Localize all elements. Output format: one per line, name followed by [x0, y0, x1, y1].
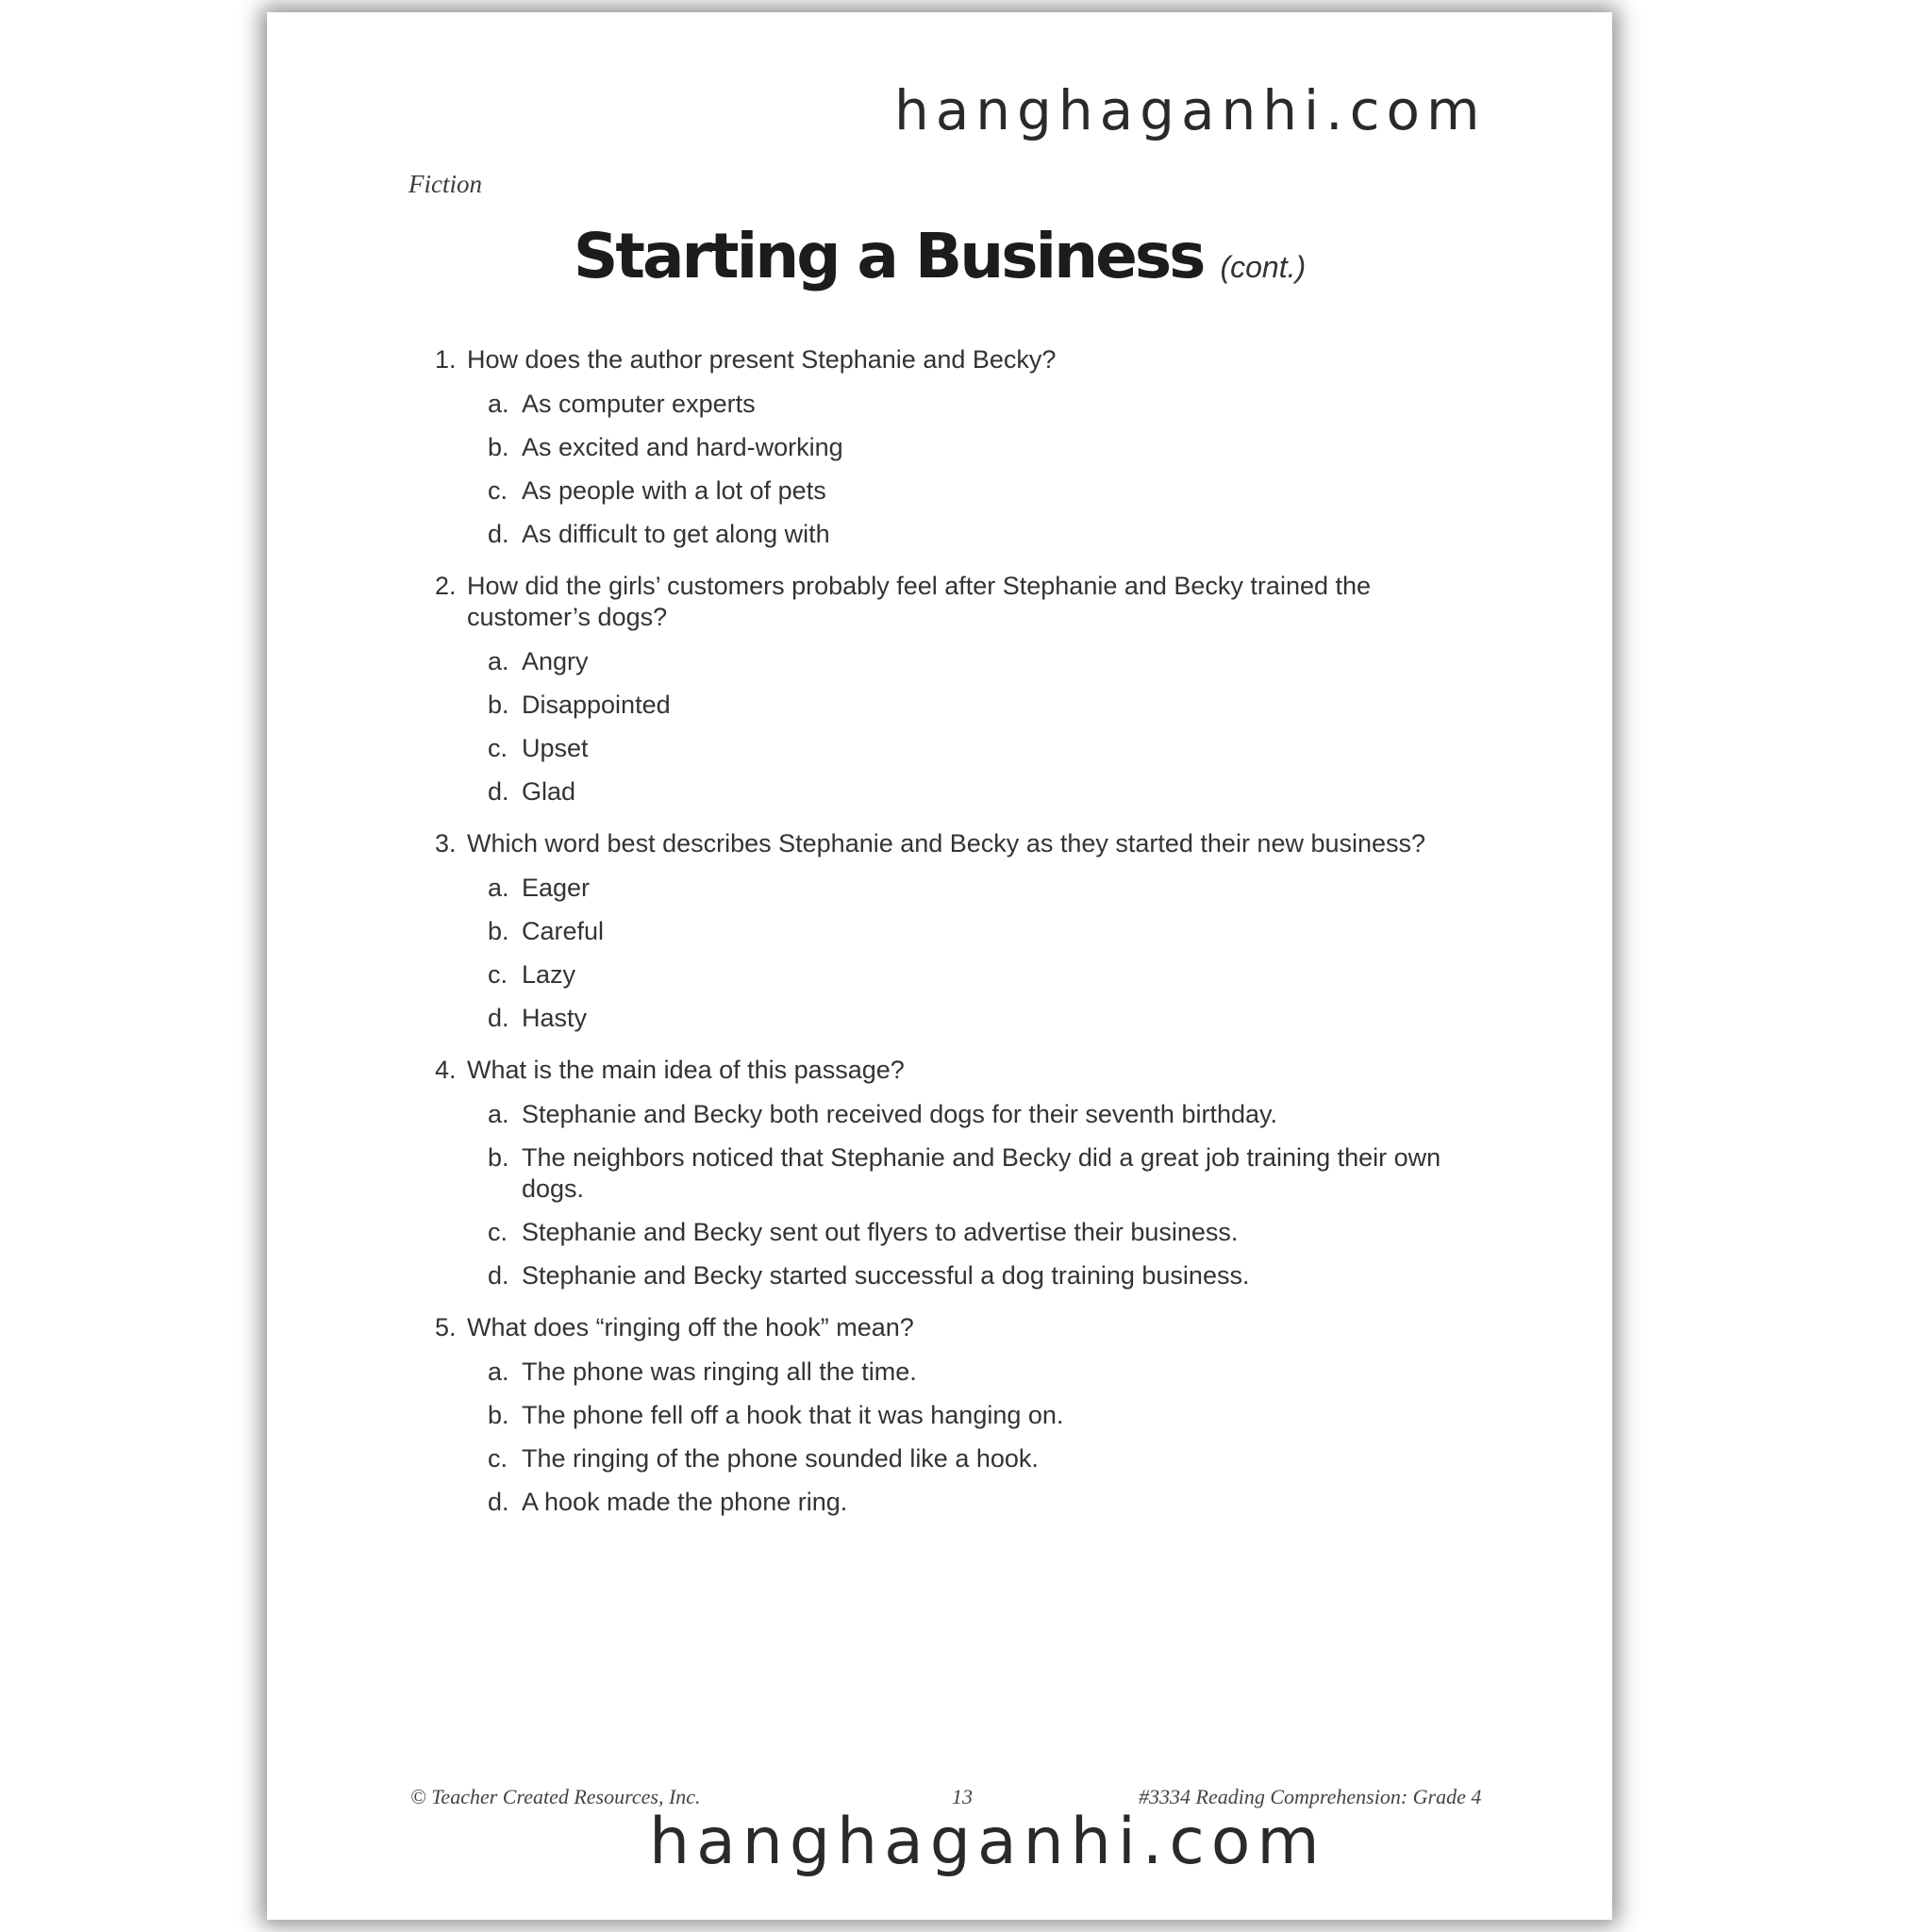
question-5	[435, 1312, 1501, 1518]
answer-choices	[435, 1357, 1501, 1518]
question-text: How did the girls’ customers probably feel after Stephanie and Becky trained the customer’s dogs?	[467, 572, 1372, 631]
answer-choice	[488, 389, 1501, 420]
answer-choice	[488, 1357, 1501, 1388]
question-1	[435, 344, 1501, 550]
worksheet-page	[267, 12, 1612, 1920]
answer-choice	[488, 1099, 1501, 1130]
choice-letter: b.	[488, 1143, 509, 1172]
choice-letter: d.	[488, 1488, 509, 1516]
section-label: Fiction	[408, 170, 482, 198]
answer-choice	[488, 1400, 1501, 1431]
answer-choice	[488, 690, 1501, 721]
choice-text: The ringing of the phone sounded like a hook.	[522, 1444, 1039, 1473]
question-prompt	[435, 344, 1501, 375]
answer-choice	[488, 1142, 1501, 1205]
question-text: What does “ringing off the hook” mean?	[467, 1313, 914, 1341]
question-prompt	[435, 571, 1501, 633]
answer-choice	[488, 873, 1501, 904]
choice-text: Disappointed	[522, 691, 671, 719]
page-title	[267, 220, 1612, 292]
choice-text: Glad	[522, 777, 576, 806]
choice-text: As excited and hard-working	[522, 433, 843, 461]
choice-text: Stephanie and Becky both received dogs for their seventh birthday.	[522, 1100, 1277, 1128]
question-text: What is the main idea of this passage?	[467, 1056, 905, 1084]
choice-text: As difficult to get along with	[522, 520, 830, 548]
choice-letter: b.	[488, 1401, 509, 1429]
answer-choice	[488, 1003, 1501, 1034]
choice-letter: a.	[488, 390, 509, 418]
choice-text: The phone fell off a hook that it was hanging on.	[522, 1401, 1064, 1429]
choice-letter: b.	[488, 691, 509, 719]
choice-letter: d.	[488, 777, 509, 806]
answer-choices	[435, 1099, 1501, 1291]
choice-letter: c.	[488, 476, 508, 505]
footer-book-title: #3334 Reading Comprehension: Grade 4	[1139, 1785, 1482, 1808]
choice-text: Careful	[522, 917, 605, 945]
choice-letter: d.	[488, 1004, 509, 1032]
footer-publisher: © Teacher Created Resources, Inc.	[410, 1785, 701, 1808]
choice-letter: a.	[488, 647, 509, 675]
choice-letter: d.	[488, 1261, 509, 1290]
question-prompt	[435, 1055, 1501, 1086]
choice-letter: a.	[488, 1357, 509, 1386]
choice-letter: b.	[488, 433, 509, 461]
answer-choice	[488, 475, 1501, 507]
answer-choice	[488, 959, 1501, 991]
question-3	[435, 828, 1501, 1034]
question-prompt	[435, 1312, 1501, 1343]
answer-choices	[435, 646, 1501, 808]
watermark-bottom: hanghaganhi.com	[649, 1805, 1326, 1879]
answer-choice	[488, 1443, 1501, 1474]
choice-text: Lazy	[522, 960, 576, 989]
choice-text: Eager	[522, 874, 591, 902]
choice-text: Stephanie and Becky sent out flyers to advertise their business.	[522, 1218, 1239, 1246]
question-text: How does the author present Stephanie and Becky?	[467, 345, 1057, 374]
answer-choice	[488, 776, 1501, 808]
choice-letter: c.	[488, 734, 508, 762]
answer-choice	[488, 1217, 1501, 1248]
choice-text: The phone was ringing all the time.	[522, 1357, 917, 1386]
question-number: 2.	[435, 572, 457, 600]
question-prompt	[435, 828, 1501, 859]
answer-choices	[435, 389, 1501, 550]
choice-letter: b.	[488, 917, 509, 945]
answer-choice	[488, 1487, 1501, 1518]
question-4	[435, 1055, 1501, 1291]
answer-choice	[488, 733, 1501, 764]
choice-letter: a.	[488, 874, 509, 902]
question-list	[435, 344, 1501, 1539]
question-number: 1.	[435, 345, 457, 374]
footer-page-number: 13	[952, 1785, 973, 1808]
choice-text: Hasty	[522, 1004, 588, 1032]
answer-choice	[488, 646, 1501, 677]
choice-text: Angry	[522, 647, 589, 675]
title-text: Starting a Business	[573, 220, 1204, 292]
choice-text: A hook made the phone ring.	[522, 1488, 848, 1516]
answer-choice	[488, 1260, 1501, 1291]
choice-letter: d.	[488, 520, 509, 548]
choice-letter: a.	[488, 1100, 509, 1128]
watermark-top: hanghaganhi.com	[894, 78, 1487, 142]
question-number: 4.	[435, 1056, 457, 1084]
choice-letter: c.	[488, 1218, 508, 1246]
question-text: Which word best describes Stephanie and Becky as they started their new business?	[467, 829, 1426, 858]
choice-text: As people with a lot of pets	[522, 476, 826, 505]
answer-choice	[488, 519, 1501, 550]
question-number: 3.	[435, 829, 457, 858]
choice-letter: c.	[488, 1444, 508, 1473]
choice-text: The neighbors noticed that Stephanie and Becky did a great job training their own dogs.	[522, 1143, 1441, 1203]
question-number: 5.	[435, 1313, 457, 1341]
choice-letter: c.	[488, 960, 508, 989]
answer-choice	[488, 432, 1501, 463]
answer-choices	[435, 873, 1501, 1034]
answer-choice	[488, 916, 1501, 947]
title-suffix: (cont.)	[1220, 250, 1307, 284]
choice-text: Upset	[522, 734, 589, 762]
choice-text: As computer experts	[522, 390, 756, 418]
choice-text: Stephanie and Becky started successful a dog training business.	[522, 1261, 1250, 1290]
question-2	[435, 571, 1501, 808]
